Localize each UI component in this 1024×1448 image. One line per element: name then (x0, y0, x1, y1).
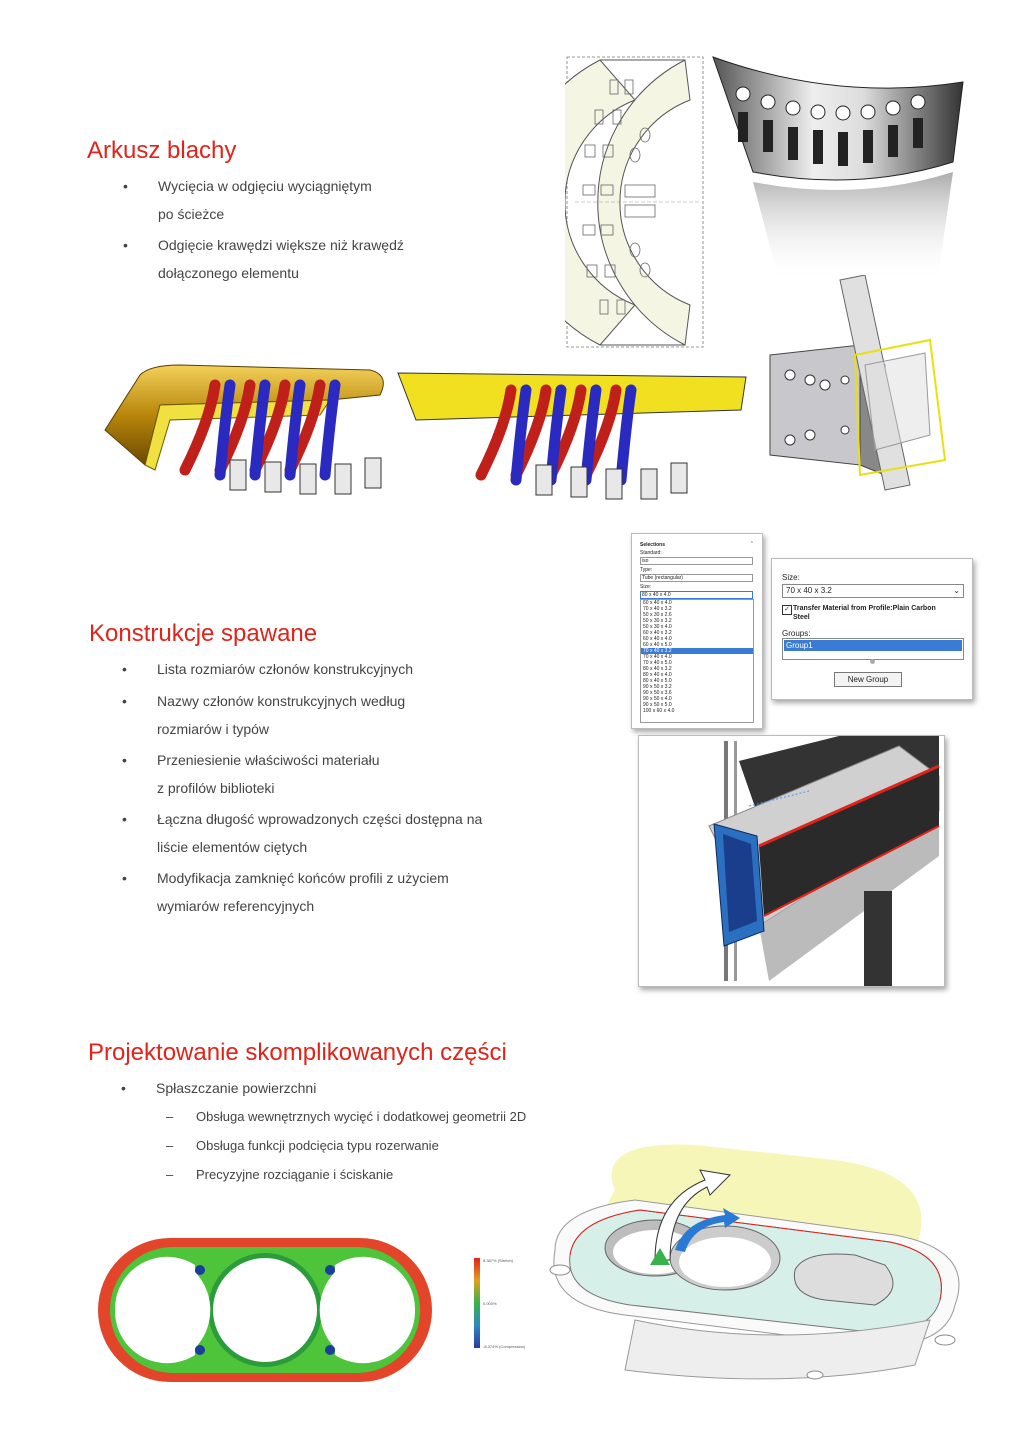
list-item[interactable]: 70 x 40 x 4.0 (643, 654, 672, 660)
sub-bullet-item: – Precyzyjne rozciąganie i ściskanie (196, 1165, 393, 1185)
bullet-dot: • (123, 178, 128, 194)
transfer-material-checkbox[interactable]: ✓ (782, 605, 792, 615)
bullet-dot: • (122, 661, 127, 677)
list-item[interactable]: 80 x 40 x 4.0 (643, 672, 672, 678)
panel-title: Selections (640, 542, 666, 548)
new-group-button[interactable]: New Group (834, 672, 902, 687)
legend-bar (474, 1258, 480, 1348)
surface-flattening-model (535, 1140, 975, 1395)
resize-handle-icon[interactable] (870, 659, 875, 664)
bullet-dot: • (123, 237, 128, 253)
list-item[interactable]: 60 x 40 x 3.2 (643, 630, 672, 636)
groups-label: Groups: (782, 629, 811, 638)
size-dropdown-value: 70 x 40 x 3.2 (786, 586, 832, 595)
weldment-bracket-model (765, 275, 955, 495)
sub-bullet-item: – Obsługa funkcji podcięcia typu rozerwanie (196, 1136, 439, 1156)
bullet-item: • Nazwy członów konstrukcyjnych według rozmiarów i typów (157, 687, 405, 743)
sheet-metal-flat-strip-model (396, 365, 748, 508)
sub-bullet-item: – Obsługa wewnętrznych wycięć i dodatkowej geometrii 2D (196, 1107, 526, 1127)
type-select[interactable]: Tube (rectangular) (640, 574, 753, 582)
list-item[interactable]: 90 x 50 x 4.0 (643, 696, 672, 702)
list-item[interactable]: 90 x 50 x 3.6 (643, 690, 672, 696)
section-title-weldments: Konstrukcje spawane (89, 620, 318, 647)
list-item[interactable]: 60 x 40 x 4.0 (643, 636, 672, 642)
size-dropdown[interactable] (782, 584, 964, 598)
legend-min: -8.374% (Compression) (483, 1344, 526, 1349)
size-label: Size: (640, 584, 652, 590)
selections-panel (631, 533, 763, 729)
list-item[interactable]: 100 x 60 x 4.0 (643, 708, 675, 714)
size-label: Size: (782, 573, 800, 582)
size-select[interactable]: 80 x 40 x 4.0 (640, 591, 753, 599)
section-title-complex-parts: Projektowanie skomplikowanych części (88, 1039, 507, 1066)
bullet-dot: • (122, 870, 127, 886)
list-item[interactable]: 60 x 40 x 4.0 (643, 600, 672, 606)
dash-marker: – (166, 1167, 174, 1182)
bullet-dot: • (122, 752, 127, 768)
flat-pattern-drawing (565, 55, 705, 350)
list-item[interactable]: 60 x 40 x 5.0 (643, 642, 672, 648)
size-dropdown-list (640, 599, 754, 723)
strain-legend (474, 1258, 534, 1350)
list-item[interactable]: 90 x 50 x 3.2 (643, 684, 672, 690)
type-label: Type: (640, 567, 653, 573)
dash-marker: – (166, 1109, 174, 1124)
bullet-item: • Spłaszczanie powierzchni (156, 1074, 316, 1102)
list-item[interactable]: 90 x 50 x 5.0 (643, 702, 672, 708)
list-item[interactable]: 80 x 40 x 5.0 (643, 678, 672, 684)
transfer-material-label: Transfer Material from Profile:Plain Carbon Steel (793, 605, 936, 621)
list-item[interactable]: 50 x 30 x 3.2 (643, 618, 672, 624)
bullet-item: • Przeniesienie właściwości materiału z profilów biblioteki (157, 746, 380, 802)
bullet-dot: • (122, 811, 127, 827)
weldment-end-cap-view (638, 735, 945, 987)
curved-perforated-part (708, 52, 968, 284)
weldment-property-panel (771, 558, 973, 700)
list-item[interactable]: 70 x 40 x 5.0 (643, 660, 672, 666)
section-title-sheet-metal: Arkusz blachy (87, 137, 237, 164)
collapse-icon[interactable]: ⌃ (749, 541, 754, 547)
chevron-down-icon: ⌄ (953, 586, 960, 595)
flatten-strain-contour (95, 1235, 435, 1385)
dash-marker: – (166, 1138, 174, 1153)
bullet-dot: • (121, 1080, 126, 1096)
legend-mid: 0.000% (483, 1301, 497, 1306)
bullet-item: • Odgięcie krawędzi większe niż krawędź dołączonego elementu (158, 231, 404, 287)
group-item[interactable]: Group1 (784, 640, 962, 651)
bullet-dot: • (122, 693, 127, 709)
list-item-selected[interactable]: 70 x 40 x 3.2 (641, 648, 753, 654)
groups-list (782, 638, 964, 660)
standard-label: Standard: (640, 550, 662, 556)
legend-max: 8.387% (Stretch) (483, 1258, 514, 1263)
bullet-item: • Lista rozmiarów członów konstrukcyjnych (157, 655, 413, 683)
list-item[interactable]: 70 x 40 x 3.2 (643, 606, 672, 612)
sheet-metal-edge-flange-model (100, 360, 390, 508)
bullet-item: • Łączna długość wprowadzonych części dostępna na liście elementów ciętych (157, 805, 482, 861)
bullet-item: • Wycięcia w odgięciu wyciągniętym po ścieżce (158, 172, 372, 228)
list-item[interactable]: 50 x 30 x 2.6 (643, 612, 672, 618)
list-item[interactable]: 80 x 40 x 3.2 (643, 666, 672, 672)
weldment-tube-model (639, 736, 944, 986)
standard-select[interactable]: iso (640, 557, 753, 565)
bullet-item: • Modyfikacja zamknięć końców profili z użyciem wymiarów referencyjnych (157, 864, 449, 920)
list-item[interactable]: 50 x 30 x 4.0 (643, 624, 672, 630)
